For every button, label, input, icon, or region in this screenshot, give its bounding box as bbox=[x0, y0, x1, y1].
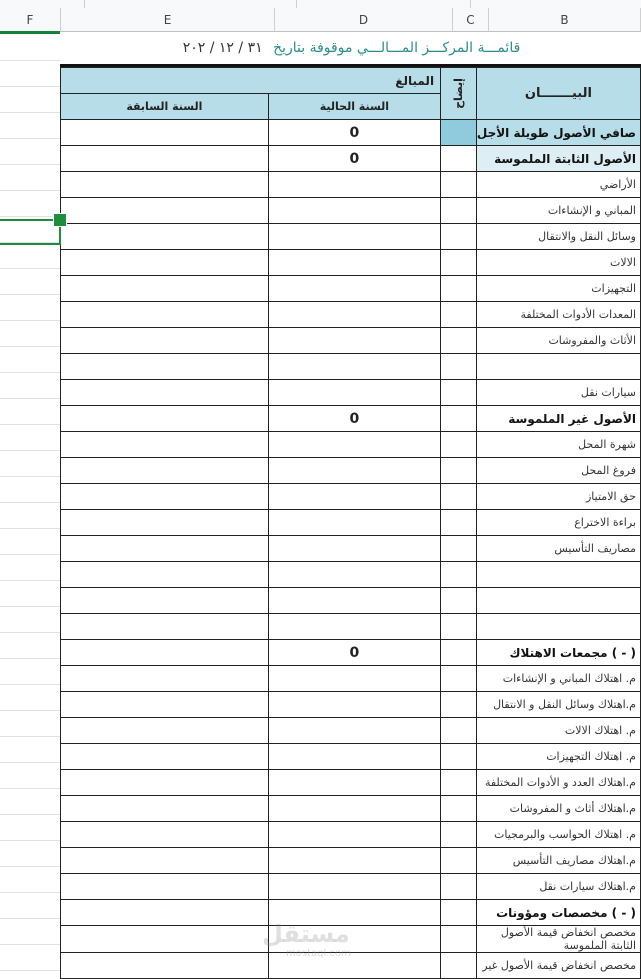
table-row bbox=[61, 744, 641, 770]
note-cell[interactable] bbox=[441, 484, 477, 510]
table-row bbox=[61, 146, 641, 172]
statement-label-cell[interactable]: ( - ) مجمعات الاهتلاك bbox=[476, 640, 640, 666]
previous-year-cell[interactable] bbox=[61, 874, 269, 900]
statement-label-cell[interactable]: م. اهتلاك المباني و الإنشاءات bbox=[476, 666, 640, 692]
table-row bbox=[61, 120, 641, 146]
table-row bbox=[61, 250, 641, 276]
note-cell[interactable] bbox=[441, 900, 477, 926]
current-year-cell[interactable] bbox=[268, 328, 440, 354]
previous-year-cell[interactable] bbox=[61, 536, 269, 562]
table-row bbox=[61, 640, 641, 666]
statement-label-cell[interactable]: م.اهتلاك سيارات نقل bbox=[476, 874, 640, 900]
current-year-cell[interactable] bbox=[268, 536, 440, 562]
gridline bbox=[0, 918, 60, 919]
selected-cell-outline bbox=[0, 219, 61, 245]
statement-label-cell[interactable] bbox=[476, 354, 640, 380]
statement-label-cell[interactable]: م.اهتلاك أثاث و المفروشات bbox=[476, 796, 640, 822]
gridline bbox=[0, 294, 60, 295]
gridline bbox=[0, 736, 60, 737]
statement-label-cell[interactable]: صافي الأصول طويلة الأجل bbox=[476, 120, 640, 146]
table-row bbox=[61, 692, 641, 718]
sheet-title[interactable] bbox=[62, 34, 641, 62]
current-year-cell[interactable]: 0 bbox=[268, 640, 440, 666]
note-cell[interactable] bbox=[441, 744, 477, 770]
gridline bbox=[0, 164, 60, 165]
table-row bbox=[61, 900, 641, 926]
note-header-label: إيضاح bbox=[451, 78, 465, 109]
gridline bbox=[0, 580, 60, 581]
statement-label-cell[interactable]: م.اهتلاك وسائل النقل و الانتقال bbox=[476, 692, 640, 718]
previous-year-cell[interactable] bbox=[61, 562, 269, 588]
watermark-url: mostaql.com bbox=[286, 948, 351, 959]
table-row bbox=[61, 328, 641, 354]
table-row bbox=[61, 536, 641, 562]
statement-label-cell[interactable]: م. اهتلاك الالات bbox=[476, 718, 640, 744]
previous-year-cell[interactable] bbox=[61, 770, 269, 796]
column-header-e[interactable]: E bbox=[61, 8, 275, 32]
table-row bbox=[61, 770, 641, 796]
current-year-cell[interactable] bbox=[268, 614, 440, 640]
statement-label-cell[interactable]: وسائل النقل والانتقال bbox=[476, 224, 640, 250]
column-header-d[interactable]: D bbox=[275, 8, 453, 32]
previous-year-cell[interactable] bbox=[61, 406, 269, 432]
note-cell[interactable] bbox=[441, 640, 477, 666]
gridline bbox=[0, 320, 60, 321]
gridline bbox=[0, 502, 60, 503]
gridline bbox=[0, 840, 60, 841]
note-cell[interactable] bbox=[441, 953, 477, 979]
gridline bbox=[0, 372, 60, 373]
current-year-cell[interactable] bbox=[268, 172, 440, 198]
previous-year-cell[interactable] bbox=[61, 822, 269, 848]
column-header-f[interactable]: F bbox=[0, 8, 61, 32]
previous-year-cell[interactable] bbox=[61, 588, 269, 614]
gridline bbox=[0, 788, 60, 789]
table-row bbox=[61, 822, 641, 848]
previous-year-cell[interactable] bbox=[61, 380, 269, 406]
table-row bbox=[61, 796, 641, 822]
gridline bbox=[0, 138, 60, 139]
note-cell[interactable] bbox=[441, 614, 477, 640]
table-row bbox=[61, 172, 641, 198]
title-date: ٣١ / ١٢ / ٢٠٢ bbox=[182, 40, 263, 56]
gridline bbox=[0, 86, 60, 87]
previous-year-cell[interactable] bbox=[61, 432, 269, 458]
note-cell[interactable] bbox=[441, 874, 477, 900]
previous-year-cell[interactable] bbox=[61, 614, 269, 640]
current-year-cell[interactable] bbox=[268, 380, 440, 406]
previous-year-cell[interactable] bbox=[61, 354, 269, 380]
gridline bbox=[0, 892, 60, 893]
gridline bbox=[0, 112, 60, 113]
note-header[interactable] bbox=[441, 68, 477, 120]
gridline bbox=[0, 970, 60, 971]
current-year-cell[interactable]: 0 bbox=[268, 146, 440, 172]
note-cell[interactable] bbox=[441, 354, 477, 380]
strip-divider bbox=[296, 0, 297, 8]
previous-year-cell[interactable] bbox=[61, 120, 269, 146]
note-cell[interactable] bbox=[441, 666, 477, 692]
previous-year-cell[interactable] bbox=[61, 198, 269, 224]
statement-label-cell[interactable]: الالات bbox=[476, 250, 640, 276]
table-row bbox=[61, 458, 641, 484]
note-cell[interactable] bbox=[441, 562, 477, 588]
current-year-cell[interactable] bbox=[268, 848, 440, 874]
gridline bbox=[0, 658, 60, 659]
current-year-cell[interactable] bbox=[268, 770, 440, 796]
statement-label-cell[interactable]: ( - ) مخصصات ومؤونات bbox=[476, 900, 640, 926]
previous-year-cell[interactable] bbox=[61, 484, 269, 510]
gridline bbox=[0, 710, 60, 711]
gridline bbox=[0, 216, 60, 217]
fill-handle[interactable] bbox=[53, 213, 67, 227]
table-row bbox=[61, 432, 641, 458]
table-row bbox=[61, 380, 641, 406]
balance-sheet-table bbox=[60, 67, 641, 979]
statement-label-cell[interactable]: م.اهتلاك مصاريف التأسيس bbox=[476, 848, 640, 874]
gridline bbox=[0, 476, 60, 477]
note-cell[interactable] bbox=[441, 198, 477, 224]
table-row bbox=[61, 666, 641, 692]
gridline bbox=[0, 346, 60, 347]
previous-year-cell[interactable] bbox=[61, 640, 269, 666]
note-cell[interactable] bbox=[441, 380, 477, 406]
previous-year-cell[interactable] bbox=[61, 953, 269, 979]
table-row bbox=[61, 848, 641, 874]
statement-label-cell[interactable] bbox=[476, 588, 640, 614]
statement-label-cell[interactable]: التجهيزات bbox=[476, 276, 640, 302]
previous-year-cell[interactable] bbox=[61, 926, 269, 953]
current-year-cell[interactable] bbox=[268, 692, 440, 718]
note-cell[interactable] bbox=[441, 926, 477, 953]
note-cell[interactable] bbox=[441, 250, 477, 276]
current-year-cell[interactable] bbox=[268, 458, 440, 484]
statement-label-cell[interactable]: مخصص انخفاض قيمة الأصول الثابتة الملموسة bbox=[476, 926, 640, 953]
note-cell[interactable] bbox=[441, 718, 477, 744]
statement-label-cell[interactable]: فروغ المحل bbox=[476, 458, 640, 484]
previous-year-cell[interactable] bbox=[61, 224, 269, 250]
current-year-cell[interactable] bbox=[268, 666, 440, 692]
current-year-cell[interactable] bbox=[268, 874, 440, 900]
statement-label-cell[interactable]: الأراضي bbox=[476, 172, 640, 198]
table-row bbox=[61, 224, 641, 250]
column-header-b[interactable]: B bbox=[489, 8, 641, 32]
previous-year-cell[interactable] bbox=[61, 744, 269, 770]
previous-year-cell[interactable] bbox=[61, 796, 269, 822]
gridline bbox=[0, 814, 60, 815]
gridline bbox=[0, 944, 60, 945]
statement-label-cell[interactable] bbox=[476, 614, 640, 640]
table-row bbox=[61, 484, 641, 510]
column-f-cells[interactable] bbox=[0, 34, 60, 977]
gridline bbox=[0, 606, 60, 607]
amounts-header[interactable]: المبالغ bbox=[61, 68, 441, 94]
table-row bbox=[61, 510, 641, 536]
note-cell[interactable] bbox=[441, 172, 477, 198]
statement-label-cell[interactable]: م. اهتلاك الحواسب والبرمجيات bbox=[476, 822, 640, 848]
table-row bbox=[61, 354, 641, 380]
previous-year-header[interactable]: السنة السابقة bbox=[61, 94, 269, 120]
previous-year-cell[interactable] bbox=[61, 328, 269, 354]
current-year-cell[interactable] bbox=[268, 588, 440, 614]
gridline bbox=[0, 190, 60, 191]
note-cell[interactable] bbox=[441, 510, 477, 536]
gridline bbox=[0, 554, 60, 555]
current-year-cell[interactable] bbox=[268, 718, 440, 744]
column-header-c[interactable]: C bbox=[453, 8, 489, 32]
table-row bbox=[61, 562, 641, 588]
previous-year-cell[interactable] bbox=[61, 146, 269, 172]
previous-year-cell[interactable] bbox=[61, 666, 269, 692]
previous-year-cell[interactable] bbox=[61, 276, 269, 302]
gridline bbox=[0, 424, 60, 425]
statement-label-cell[interactable]: براءة الاختراع bbox=[476, 510, 640, 536]
current-year-cell[interactable] bbox=[268, 224, 440, 250]
gridline bbox=[0, 398, 60, 399]
gridline bbox=[0, 866, 60, 867]
note-cell[interactable] bbox=[441, 822, 477, 848]
table-row bbox=[61, 718, 641, 744]
previous-year-cell[interactable] bbox=[61, 718, 269, 744]
current-year-cell[interactable]: 0 bbox=[268, 406, 440, 432]
note-cell[interactable] bbox=[441, 302, 477, 328]
note-cell[interactable] bbox=[441, 120, 477, 146]
statement-label-cell[interactable]: المعدات الأدوات المختلفة bbox=[476, 302, 640, 328]
note-cell[interactable] bbox=[441, 536, 477, 562]
gridline bbox=[0, 450, 60, 451]
current-year-cell[interactable] bbox=[268, 432, 440, 458]
previous-year-cell[interactable] bbox=[61, 900, 269, 926]
previous-year-cell[interactable] bbox=[61, 172, 269, 198]
current-year-cell[interactable] bbox=[268, 276, 440, 302]
table-row bbox=[61, 588, 641, 614]
current-year-cell[interactable]: 0 bbox=[268, 120, 440, 146]
note-cell[interactable] bbox=[441, 770, 477, 796]
table-row bbox=[61, 614, 641, 640]
title-text: قائمـــة المركـــز المـــالـــي موقوفة بتاريخ bbox=[273, 40, 521, 56]
gridline bbox=[0, 632, 60, 633]
table-row bbox=[61, 406, 641, 432]
current-year-cell[interactable] bbox=[268, 510, 440, 536]
note-cell[interactable] bbox=[441, 406, 477, 432]
note-cell[interactable] bbox=[441, 328, 477, 354]
previous-year-cell[interactable] bbox=[61, 302, 269, 328]
current-year-cell[interactable] bbox=[268, 250, 440, 276]
current-year-cell[interactable] bbox=[268, 744, 440, 770]
previous-year-cell[interactable] bbox=[61, 458, 269, 484]
statement-label-cell[interactable]: حق الامتياز bbox=[476, 484, 640, 510]
note-cell[interactable] bbox=[441, 692, 477, 718]
previous-year-cell[interactable] bbox=[61, 510, 269, 536]
strip-divider bbox=[84, 0, 85, 8]
statement-label-cell[interactable]: الأصول الثابتة الملموسة bbox=[476, 146, 640, 172]
gridline bbox=[0, 684, 60, 685]
table-row bbox=[61, 302, 641, 328]
note-cell[interactable] bbox=[441, 588, 477, 614]
note-cell[interactable] bbox=[441, 848, 477, 874]
note-cell[interactable] bbox=[441, 224, 477, 250]
note-cell[interactable] bbox=[441, 146, 477, 172]
current-year-cell[interactable] bbox=[268, 822, 440, 848]
note-cell[interactable] bbox=[441, 796, 477, 822]
statement-label-cell[interactable]: م. اهتلاك التجهيزات bbox=[476, 744, 640, 770]
table-row bbox=[61, 198, 641, 224]
current-year-cell[interactable] bbox=[268, 198, 440, 224]
gridline bbox=[0, 762, 60, 763]
current-year-cell[interactable] bbox=[268, 484, 440, 510]
previous-year-cell[interactable] bbox=[61, 692, 269, 718]
statement-label-cell[interactable]: م.اهتلاك العدد و الأدوات المختلفة bbox=[476, 770, 640, 796]
previous-year-cell[interactable] bbox=[61, 848, 269, 874]
statement-label-cell[interactable] bbox=[476, 562, 640, 588]
statement-label-cell[interactable]: مصاريف التأسيس bbox=[476, 536, 640, 562]
watermark-logo: مستقل bbox=[262, 920, 350, 948]
gridline bbox=[0, 528, 60, 529]
note-cell[interactable] bbox=[441, 432, 477, 458]
statement-label-cell[interactable]: المباني و الإنشاءات bbox=[476, 198, 640, 224]
statement-header[interactable]: البيـــــــان bbox=[476, 68, 640, 120]
gridline bbox=[0, 60, 60, 61]
current-year-cell[interactable] bbox=[268, 562, 440, 588]
strip-divider bbox=[470, 0, 471, 8]
statement-label-cell[interactable]: مخصص انخفاض قيمة الأصول غير bbox=[476, 953, 640, 979]
current-year-header[interactable]: السنة الحالية bbox=[268, 94, 440, 120]
current-year-cell[interactable] bbox=[268, 796, 440, 822]
current-year-cell[interactable] bbox=[268, 354, 440, 380]
note-cell[interactable] bbox=[441, 458, 477, 484]
table-row bbox=[61, 276, 641, 302]
gridline bbox=[0, 268, 60, 269]
note-cell[interactable] bbox=[441, 276, 477, 302]
statement-label-cell[interactable]: شهرة المحل bbox=[476, 432, 640, 458]
table-row bbox=[61, 874, 641, 900]
current-year-cell[interactable] bbox=[268, 302, 440, 328]
statement-label-cell[interactable]: الأثاث والمفروشات bbox=[476, 328, 640, 354]
statement-label-cell[interactable]: الأصول غير الملموسة bbox=[476, 406, 640, 432]
previous-year-cell[interactable] bbox=[61, 250, 269, 276]
statement-label-cell[interactable]: سيارات نقل bbox=[476, 380, 640, 406]
